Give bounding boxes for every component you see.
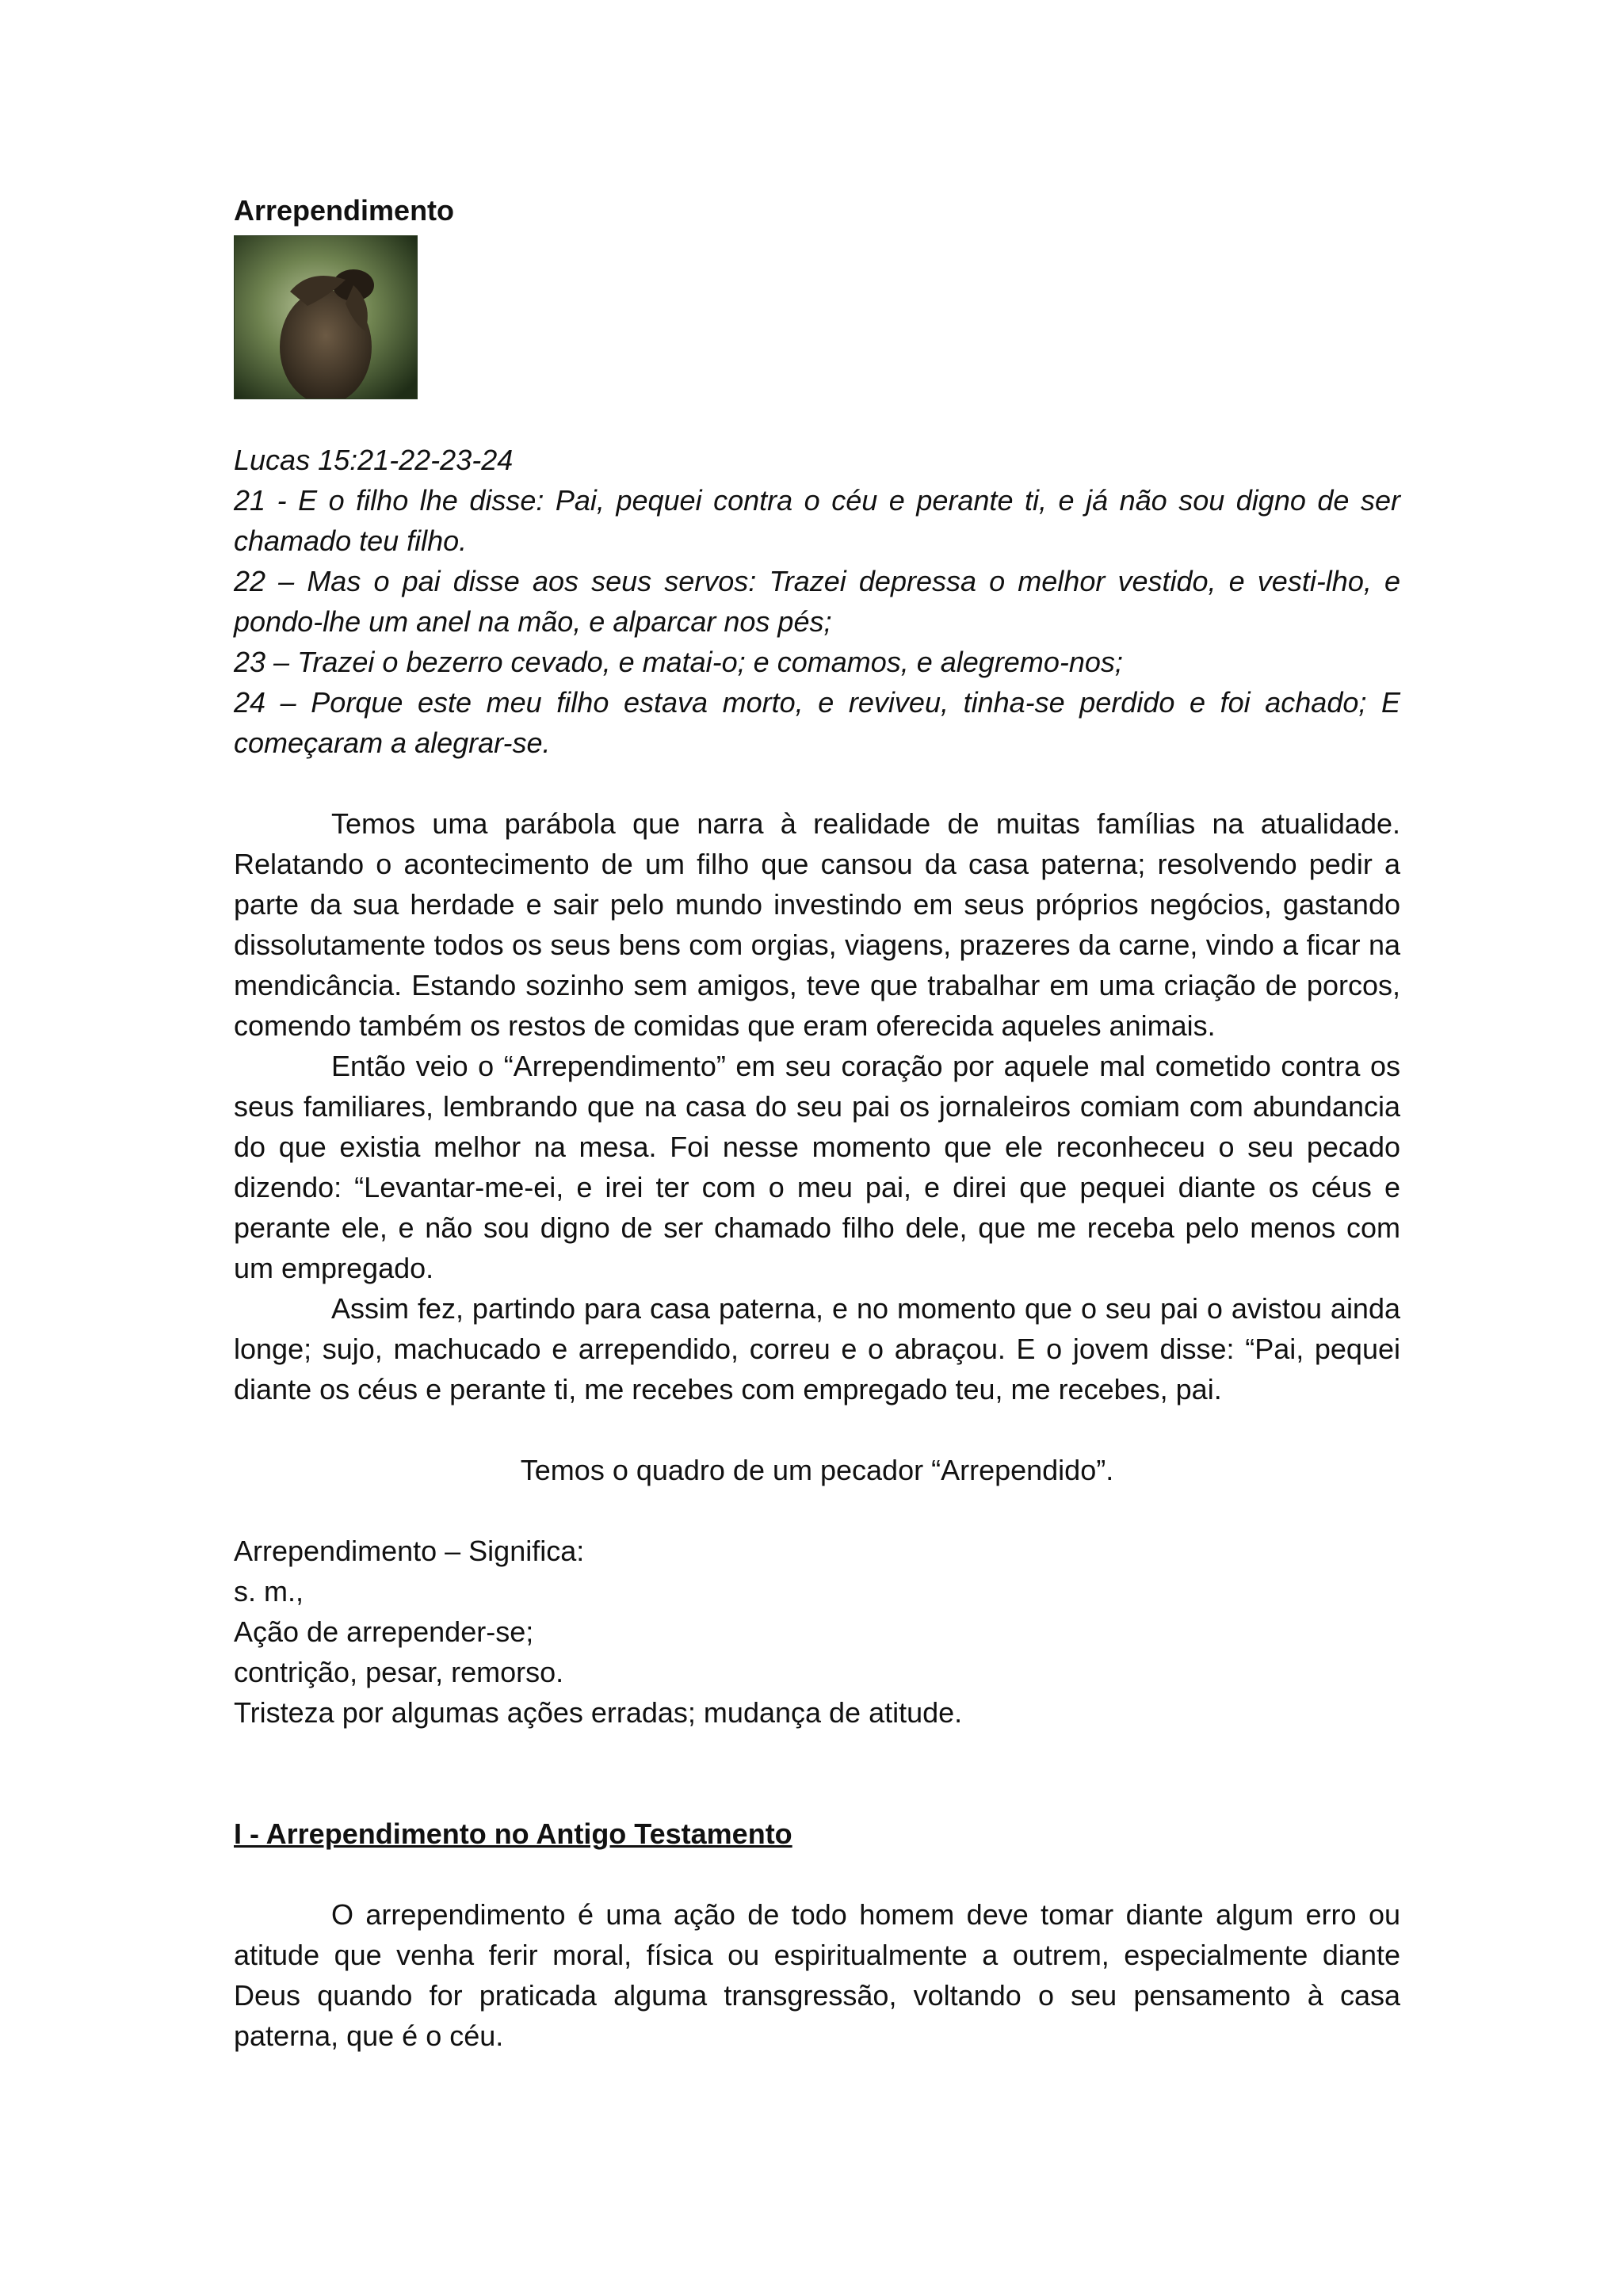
definition-line: Tristeza por algumas ações erradas; mudança de atitude. [234, 1696, 963, 1729]
definition-line: s. m., [234, 1575, 304, 1608]
verse-24: 24 – Porque este meu filho estava morto, e reviveu, tinha-se perdido e foi achado; E começaram a alegrar-se. [234, 686, 1400, 759]
definition-heading: Arrependimento – Significa: [234, 1535, 585, 1567]
verse-21: 21 - E o filho lhe disse: Pai, pequei contra o céu e perante ti, e já não sou digno de ser chamado teu filho. [234, 484, 1400, 557]
document-body [234, 190, 1400, 2056]
definition-line: contrição, pesar, remorso. [234, 1656, 564, 1688]
verse-reference: Lucas 15:21-22-23-24 [234, 444, 514, 476]
verse-22: 22 – Mas o pai disse aos seus servos: Trazei depressa o melhor vestido, e vesti-lho, e pondo-lhe um anel na mão, e alparcar nos pés; [234, 565, 1400, 638]
document-title: Arrependimento [234, 194, 455, 227]
paragraph-2: Então veio o “Arrependimento” em seu coração por aquele mal cometido contra os seus familiares, lembrando que na casa do seu pai os jornaleiros comiam com abundancia do que existia melhor na mesa. Foi nesse momento que ele reconheceu o seu pecado dizendo: “Levantar-me-ei, e irei ter com o meu pai, e direi que pequei diante os céus e perante ele, e não sou digno de ser chamado filho dele, que me receba pelo menos com um empregado. [234, 1050, 1400, 1284]
section-heading: I - Arrependimento no Antigo Testamento [234, 1817, 792, 1850]
centered-line: Temos o quadro de um pecador “Arrependido”. [520, 1454, 1114, 1486]
verse-23: 23 – Trazei o bezerro cevado, e matai-o; e comamos, e alegremo-nos; [234, 646, 1123, 678]
paragraph-3: Assim fez, partindo para casa paterna, e no momento que o seu pai o avistou ainda longe; sujo, machucado e arrependido, correu e o abraçou. E o jovem disse: “Pai, pequei diante os céus e perante ti, me recebes com empregado teu, me recebes, pai. [234, 1292, 1400, 1405]
paragraph-1: Temos uma parábola que narra à realidade de muitas famílias na atualidade. Relatando o acontecimento de um filho que cansou da casa paterna; resolvendo pedir a parte da sua herdade e sair pelo mundo investindo em seus próprios negócios, gastando dissolutamente todos os seus bens com orgias, viagens, prazeres da carne, vindo a ficar na mendicância. Estando sozinho sem amigos, teve que trabalhar em uma criação de porcos, comendo também os restos de comidas que eram oferecida aqueles animais. [234, 807, 1400, 1042]
definition-block [234, 1531, 1400, 1733]
scripture-block [234, 440, 1400, 763]
section-paragraph: O arrependimento é uma ação de todo homem deve tomar diante algum erro ou atitude que venha ferir moral, física ou espiritualmente a outrem, especialmente diante Deus quando for praticada alguma transgressão, voltando o seu pensamento à casa paterna, que é o céu. [234, 1898, 1400, 2052]
definition-line: Ação de arrepender-se; [234, 1615, 534, 1648]
repentance-photo [234, 235, 418, 399]
